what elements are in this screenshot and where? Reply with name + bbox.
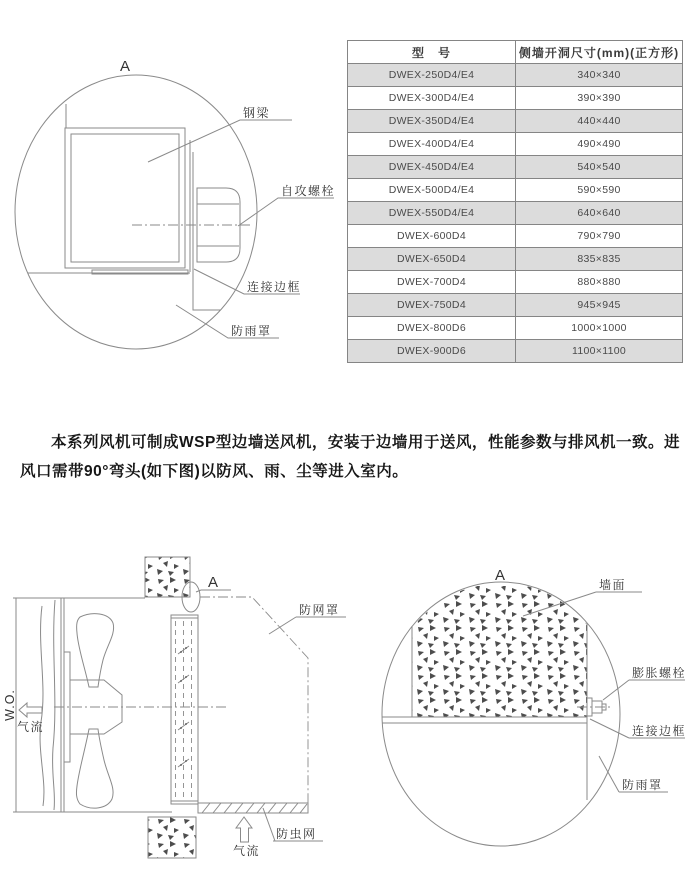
table-row: [348, 271, 683, 294]
size-cell: 1000×1000: [516, 317, 683, 340]
size-cell: 1100×1100: [516, 340, 683, 363]
spec-table: [347, 40, 683, 363]
model-cell: DWEX-600D4: [348, 225, 516, 248]
label-wall-opening: W.O.: [3, 689, 17, 721]
table-row: [348, 156, 683, 179]
label-connect-frame: 连接边框: [632, 724, 687, 738]
net-cover-outline: [200, 597, 308, 803]
table-row: [348, 202, 683, 225]
model-cell: DWEX-650D4: [348, 248, 516, 271]
size-cell: 340×340: [516, 64, 683, 87]
airflow-arrow-up-icon: [236, 817, 252, 842]
label-connect-frame: 连接边框: [247, 280, 302, 294]
table-row: [348, 340, 683, 363]
size-cell: 945×945: [516, 294, 683, 317]
model-cell: DWEX-900D6: [348, 340, 516, 363]
size-cell: 540×540: [516, 156, 683, 179]
table-row: [348, 110, 683, 133]
fan-blade-bottom: [76, 729, 113, 808]
wall-section-bottom: [148, 817, 196, 858]
model-cell: DWEX-750D4: [348, 294, 516, 317]
detail-marker-a: A: [120, 58, 131, 75]
header-model: 型 号: [348, 41, 516, 64]
size-cell: 590×590: [516, 179, 683, 202]
table-row: [348, 87, 683, 110]
label-airflow-bottom: 气流: [233, 844, 261, 858]
fan-view-marker-a: A: [208, 574, 219, 591]
model-cell: DWEX-250D4/E4: [348, 64, 516, 87]
label-steel-beam: 钢梁: [243, 106, 271, 120]
fan-side-view: [3, 557, 346, 858]
wall-surface-hatch: [412, 586, 587, 717]
fan-blade-top: [77, 614, 114, 687]
description-paragraph: 本系列风机可制成WSP型边墙送风机，安装于边墙用于送风，性能参数与排风机一致。进风口需带90°弯头(如下图)以防风、雨、尘等进入室内。: [20, 434, 680, 480]
size-cell: 490×490: [516, 133, 683, 156]
airflow-arrow-left-icon: [19, 703, 42, 717]
model-cell: DWEX-450D4/E4: [348, 156, 516, 179]
detail-drawing-top: [0, 45, 340, 360]
detail-circle-a-top: [15, 58, 335, 349]
table-header-row: [348, 41, 683, 64]
table-row: [348, 294, 683, 317]
model-cell: DWEX-550D4/E4: [348, 202, 516, 225]
label-net-cover: 防网罩: [299, 603, 340, 617]
rain-cover-edge: [193, 268, 220, 310]
model-cell: DWEX-500D4/E4: [348, 179, 516, 202]
detail-marker-a: A: [495, 567, 506, 584]
detail-circle-outline: [15, 75, 257, 349]
size-cell: 640×640: [516, 202, 683, 225]
label-rain-cover: 防雨罩: [231, 324, 272, 338]
flex-joint-wave: [40, 606, 44, 806]
model-cell: DWEX-800D6: [348, 317, 516, 340]
label-insect-net: 防虫网: [276, 827, 317, 841]
size-cell: 440×440: [516, 110, 683, 133]
model-cell: DWEX-350D4/E4: [348, 110, 516, 133]
model-cell: DWEX-300D4/E4: [348, 87, 516, 110]
insect-net-strip: [198, 803, 308, 813]
label-self-tapping-bolt: 自攻螺栓: [281, 184, 336, 198]
label-expansion-bolt: 膨胀螺栓: [632, 666, 687, 680]
label-rain-cover: 防雨罩: [622, 778, 663, 792]
detail-circle-a-bottom: [382, 567, 686, 846]
table-row: [348, 133, 683, 156]
steel-beam-outline: [65, 128, 185, 268]
header-opening-size: 侧墙开洞尺寸(mm)(正方形): [516, 41, 683, 64]
table-row: [348, 179, 683, 202]
size-cell: 835×835: [516, 248, 683, 271]
table-row: [348, 64, 683, 87]
louver-shutter: [171, 615, 198, 804]
spec-table-body: [348, 64, 683, 363]
table-row: [348, 248, 683, 271]
size-cell: 790×790: [516, 225, 683, 248]
model-cell: DWEX-700D4: [348, 271, 516, 294]
label-airflow-left: 气流: [17, 720, 45, 734]
fan-side-view-drawing: [0, 550, 350, 875]
model-cell: DWEX-400D4/E4: [348, 133, 516, 156]
table-row: [348, 225, 683, 248]
label-wall-surface: 墙面: [599, 578, 627, 592]
size-cell: 390×390: [516, 87, 683, 110]
wall-section-top: [145, 557, 190, 597]
detail-drawing-bottom: [350, 550, 700, 875]
size-cell: 880×880: [516, 271, 683, 294]
table-row: [348, 317, 683, 340]
